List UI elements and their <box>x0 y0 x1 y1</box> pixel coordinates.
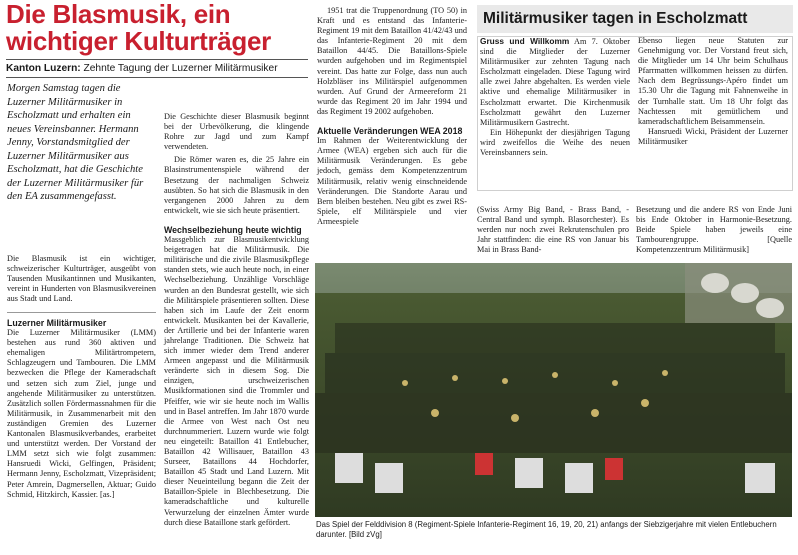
col3-paragraph-2: Im Rahmen der Weiterentwicklung der Armee (WEA) ergeben sich auch für die Militärmusik Veränderungen. Es gebe jedoch, gemäss dem Kompetenzzentrum Militärmusik, relativ wenig einschneidende Veränderungen. Die Standorte Aarau und Bern bleiben bestehen. Neu gibt es zwei RS-Spiele, elf Militärspiele und vier Armeespiele <box>317 136 467 226</box>
col2-paragraph-1: Die Geschichte dieser Blasmusik beginnt bei der Urbevölkerung, die klingende Rohre zur Jagd und zum Kampf verwendeten. <box>164 112 309 152</box>
col4-paragraph: (Swiss Army Big Band, - Brass Band, - Central Band und symph. Blasorchester). Es werden nur noch zwei Rekrutenschulen pro Jahr stattfinden: die eine RS von Januar bis Mai in Brass Band- <box>477 205 629 255</box>
kicker <box>6 63 316 74</box>
col3-subhead: Aktuelle Veränderungen WEA 2018 <box>317 126 463 137</box>
col1-rule <box>7 312 156 313</box>
col1-paragraph: Die Blasmusik ist ein wichtiger, schweizerischer Kulturträger, ausgeübt von Tausenden Musikantinnen und Musikanten, vereint in Hunderten von Blasmusikvereinen aus Stadt und Land. <box>7 254 156 304</box>
lead-paragraph: Morgen Samstag tagen die Luzerner Militärmusiker in Escholzmatt und erhalten ein neues Vereinsbanner. Hermann Jenny, Vorstandsmitglied der Luzerner Militärmusiker aus Escholzmatt, hat die Geschichte der Luzerner Militärmusiker für den EA zusammengefasst. <box>7 83 144 202</box>
sidebar-left-text-2: Ein Höhepunkt der diesjährigen Tagung wird zweifellos die Weihe des neuen Vereinsbanners sein. <box>480 127 630 158</box>
sidebar-signature: Hansruedi Wicki, Präsident der Luzerner Militärmusiker <box>638 126 788 146</box>
sidebar-title: Militärmusiker tagen in Escholzmatt <box>477 5 793 33</box>
column-4 <box>477 205 629 255</box>
col1-subhead: Luzerner Militärmusiker <box>7 318 107 328</box>
sidebar-left <box>480 36 630 158</box>
column-2 <box>164 112 309 528</box>
col2-paragraph-3: Massgeblich zur Blasmusikentwicklung beigetragen hat die Militärmusik. Die militärische und die zivile Blasmusikpflege standen stets, wie auch heute noch, in einer Wechselbeziehung. Unzählige Vorschläge wurden an den Bundesrat gestellt, wie sich die Militärspiele präsentieren sollten. Diese haben sich im Laufe der Zeit enorm entwickelt. Musikanten bei der Kavallerie, der Artillerie und bei der Infanterie waren jahrelange Traditionen. Die Schweiz hat sich immer wieder dem Trend anderer Armeen angepasst und die Militärmusik veränderte sich in diesem Sog. Die einzigen, urschweizerischen Musikformationen sind die Trommler und Pfeiffer, wie wir sie heute noch im Wallis und in Basel antreffen. Im Jahr 1870 wurde die Armee von West nach Ost neu durchnummeriert. Luzern wurde wie folgt neu eingeteilt: Bataillon 41 Entlebucher, Bataillon 42 Willisauer, Bataillon 43 Surseer, Bataillons 44 Hochdorfer, Bataillon 45 Stadt und Land Luzern. Mit dieser Neueinteilung begann die Zeit der Bataillon-Spiele in Blechbesetzung. Die kameradschaftliche und kulturelle Verwurzelung der einzelnen Ämter wurde durch diese Bataillone stark gefördert. <box>164 235 309 527</box>
col2-subhead: Wechselbeziehung heute wichtig <box>164 224 302 235</box>
col1-box-text: Die Luzerner Militärmusiker (LMM) bestehen aus rund 360 aktiven und ehemaligen Militärtrompetern, Schlagzeugern und Tambouren. Die LMM bezwecken die Pflege der Kameradschaft und setzen sich zum Ziel, junge und angehende Militärmusiker zu unterstützen. Zusätzlich sollen Fördermassnahmen für die Militärmusik, in Zusammenarbeit mit den zuständigen Gremien des Luzerner Kantonalen Blasmusikverbandes, erarbeitet und unterstützt werden. Der Vorstand der LMM setzt sich wie folgt zusammen: Hansruedi Wicki, Gelfingen, Präsident; Hermann Jenny, Escholzmatt, Vizepräsident; Peter Amrein, Dagmersellen, Aktuar; Guido Schmid, Hitzkirch, Kassier. [as.] <box>7 328 156 499</box>
col3-paragraph-1: 1951 trat die Truppenordnung (TO 50) in Kraft und es entstand das Infanterie-Regiment 19 mit dem Bataillon 41/42/43 und das Infanterie-Regiment 20 mit dem Bataillon 44/45. Die Bataillons-Spiele wurden aufgehoben und im Regimentspiel vereint. Das hatte zur Folge, dass nun auch Holzbläser ins Militärspiel aufgenommen wurden. Auf Grund der Armeereform 21 wurde das Regiment 20 im Jahr 1994 und das Regiment 19 2002 aufgehoben. <box>317 6 467 116</box>
column-1-box <box>7 318 156 500</box>
kicker-label: Kanton Luzern: <box>6 63 81 74</box>
column-5 <box>636 205 792 255</box>
column-3 <box>317 6 467 227</box>
article-headline: Die Blasmusik, ein wichtiger Kulturträger <box>6 0 271 56</box>
sidebar-left-text: Am 7. Oktober sind die Mitglieder der Luzerner Militärmusiker zur zehnten Tagung nach Escholzmatt eingeladen. Diese Tagung wird alle zwei Jahre abgehalten. Es werden viele aktive und ehemalige Militärmusiker in Escholzmatt erwartet. Die Kirchenmusik Escholzmatt gewährt den Luzerner Militärmusikern Gastrecht. <box>480 37 631 127</box>
sidebar-right <box>638 36 788 147</box>
column-1 <box>7 254 156 304</box>
sidebar-greeting: Gruss und Willkomm <box>480 36 570 46</box>
kicker-rule <box>6 77 308 78</box>
headline-rule <box>6 59 308 60</box>
col2-paragraph-2: Die Römer waren es, die 25 Jahre ein Blasinstrumentenspiele während der Besetzung der nachmaligen Schweiz ausübten. So hat sich die Blasmusik in den vergangenen 2000 Jahren zu dem entwickelt, wie sie sich heute präsentiert. <box>164 155 309 215</box>
military-band-photo <box>315 263 792 517</box>
photo-caption: Das Spiel der Felddivision 8 (Regiment-Spiele Infanterie-Regiment 16, 19, 20, 21) anfangs der Siebzigerjahre mit vielen Entlebuchern darunter. [Bild zVg] <box>316 520 777 539</box>
col5-paragraph: Besetzung und die andere RS von Ende Juni bis Ende Oktober in Harmonie-Besetzung. Beide Spiele haben jeweils eine Tambourengruppe. [Quelle Kompetenzzentrum Militärmusik] <box>636 205 792 255</box>
kicker-text: Zehnte Tagung der Luzerner Militärmusiker <box>83 63 278 74</box>
sidebar-right-text: Ebenso liegen neue Statuten zur Genehmigung vor. Der Vorstand freut sich, die Mitglieder um 14 Uhr beim Schulhaus Pfarrmatten willkommen heissen zu dürfen. Nach dem Begrüssungs-Apéro findet um 15.30 Uhr die Tagung mit Fahnenweihe in der Turnhalle statt. Um 18 Uhr folgt das Nachtessen mit gemütlichem und kameradschaftlichem Beisammensein. <box>638 36 788 126</box>
